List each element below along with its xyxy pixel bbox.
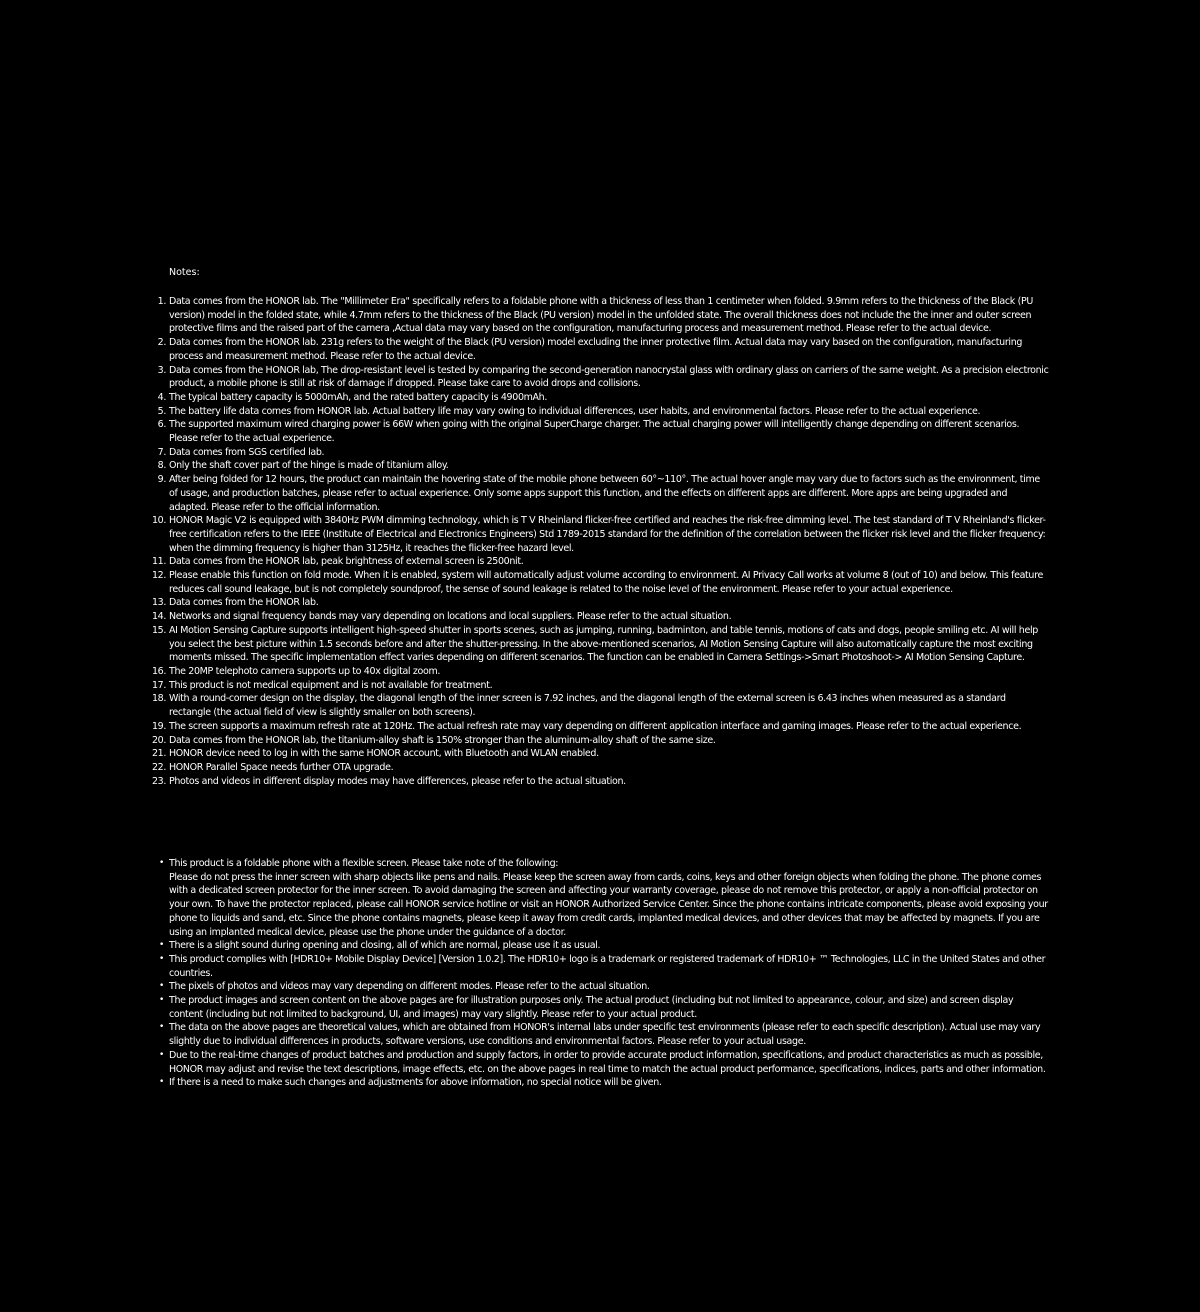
note-item-23: Photos and videos in different display modes may have differences, please refer to the actual situation. <box>169 775 626 787</box>
disclaimer-item: • The product images and screen content on the above pages are for illustration purposes only. The actual product (including but not limited to appearance, colour, and size) and screen display content (including but not limited to background, UI, and images) may vary slightly. Please refer to your actual product. <box>169 994 1049 1021</box>
note-item-6: The supported maximum wired charging power is 66W when going with the original SuperCharge charger. The actual charging power will intelligently change depending on different scenarios. Please refer to the actual experience. <box>169 419 1020 445</box>
note-item-20: Data comes from the HONOR lab, the titanium-alloy shaft is 150% stronger than the aluminum-alloy shaft of the same size. <box>169 734 716 746</box>
note-item-2: Data comes from the HONOR lab. 231g refers to the weight of the Black (PU version) model excluding the inner protective film. Actual data may vary based on the configuration, manufacturing process and measurement method. Please refer to the actual device. <box>169 337 1023 362</box>
note-item-3: Data comes from the HONOR lab, The drop-resistant level is tested by comparing the second-generation nanocrystal glass with ordinary glass on carriers of the same weight. As a precision electronic product, a mobile phone is still at risk of damage if dropped. Please take care to avoid drops and collisions. <box>169 364 1049 390</box>
note-item-1: Data comes from the HONOR lab. The "Millimeter Era" specifically refers to a foldable phone with a thickness of less than 1 centimeter when folded. 9.9mm refers to the thickness of the Black (PU version) model in the folded state, while 4.7mm refers to the thickness of the Black (PU version) model in the unfolded state. The overall thickness does not include the the inner and outer screen protective films and the raised part of the camera ,Actual data may vary based on the configuration, manufacturing process and measurement method. Please refer to the actual device. <box>169 296 1033 335</box>
note-item-5: The battery life data comes from HONOR lab. Actual battery life may vary owing to individual differences, user habits, and environmental factors. Please refer to the actual experience. <box>169 405 981 417</box>
note-item-7: Data comes from SGS certified lab. <box>169 446 325 458</box>
note-item-18: With a round-corner design on the display, the diagonal length of the inner screen is 7.92 inches, and the diagonal length of the external screen is 6.43 inches when measured as a standard rectangle (the actual field of view is slightly smaller on both screens). <box>169 693 1006 719</box>
note-item-17: This product is not medical equipment and is not available for treatment. <box>169 679 493 691</box>
disclaimer-item: • There is a slight sound during opening and closing, all of which are normal, please use it as usual. <box>169 939 1049 953</box>
note-item-13: Data comes from the HONOR lab. <box>169 597 319 609</box>
disclaimer-item: • The data on the above pages are theoretical values, which are obtained from HONOR's internal labs under specific test environments (please refer to each specific description). Actual use may vary slightly due to individual differences in products, software versions, use conditions and environmental factors. Please refer to your actual usage. <box>169 1021 1049 1048</box>
note-item-19: The screen supports a maximum refresh rate at 120Hz. The actual refresh rate may vary depending on different application interface and gaming images. Please refer to the actual experience. <box>169 720 1022 732</box>
notes-list <box>169 295 1049 788</box>
foldable-intro: • This product is a foldable phone with a flexible screen. Please take note of the following: <box>169 858 559 869</box>
disclaimer-item: • If there is a need to make such changes and adjustments for above information, no special notice will be given. <box>169 1076 1049 1090</box>
notes-heading: Notes: <box>169 267 200 278</box>
note-item-12: Please enable this function on fold mode. When it is enabled, system will automatically adjust volume according to environment. AI Privacy Call works at volume 8 (out of 10) and below. This feature reduces call sound leakage, but is not completely soundproof, the sense of sound leakage is related to the noise level of the environment. Please refer to your actual experience. <box>169 570 1043 595</box>
disclaimer-section <box>169 857 1049 1090</box>
note-item-22: HONOR Parallel Space needs further OTA upgrade. <box>169 761 394 773</box>
note-item-4: The typical battery capacity is 5000mAh, and the rated battery capacity is 4900mAh. <box>169 391 548 403</box>
note-item-9: After being folded for 12 hours, the product can maintain the hovering state of the mobile phone between 60°~110°. The actual hover angle may vary due to factors such as the environment, time of usage, and production batches, please refer to actual experience. Only some apps support this function, and the effects on different apps are different. More apps are being upgraded and adapted. Please refer to the official information. <box>169 474 1040 513</box>
disclaimer-item-foldable <box>169 857 1049 939</box>
note-item-8: Only the shaft cover part of the hinge is made of titanium alloy. <box>169 460 449 472</box>
note-item-10: HONOR Magic V2 is equipped with 3840Hz PWM dimming technology, which is T V Rheinland flicker-free certified and reaches the risk-free dimming level. The test standard of T V Rheinland's flicker-free certification refers to the IEEE (Institute of Electrical and Electronics Engineers) Std 1789-2015 standard for the definition of the correlation between the flicker risk level and the flicker frequency: when the dimming frequency is higher than 3125Hz, it reaches the flicker-free hazard level. <box>169 515 1046 554</box>
disclaimer-item: • The pixels of photos and videos may vary depending on different modes. Please refer to the actual situation. <box>169 980 1049 994</box>
disclaimer-item: • This product complies with [HDR10+ Mobile Display Device] [Version 1.0.2]. The HDR10+ logo is a trademark or registered trademark of HDR10+ ™ Technologies, LLC in the United States and other countries. <box>169 953 1049 980</box>
note-item-15: AI Motion Sensing Capture supports intelligent high-speed shutter in sports scenes, such as jumping, running, badminton, and table tennis, motions of cats and dogs, people smiling etc. AI will help you select the best picture within 1.5 seconds before and after the shutter-pressing. In the above-mentioned scenarios, AI Motion Sensing Capture will also automatically capture the most exciting moments missed. The specific implementation effect varies depending on different scenarios. The function can be enabled in Camera Settings->Smart Photoshoot-> AI Motion Sensing Capture. <box>169 624 1038 664</box>
note-item-14: Networks and signal frequency bands may vary depending on locations and local suppliers. Please refer to the actual situation. <box>169 611 732 623</box>
notes-section <box>169 266 1049 788</box>
note-item-11: Data comes from the HONOR lab, peak brightness of external screen is 2500nit. <box>169 556 524 568</box>
foldable-body: Please do not press the inner screen with sharp objects like pens and nails. Please keep the screen away from cards, coins, keys and other foreign objects when folding the phone. The phone comes with a dedicated screen protector for the inner screen. To avoid damaging the screen and affecting your warranty coverage, please do not remove this protector, or apply a non-official protector on your own. To have the protector replaced, please call HONOR service hotline or visit an HONOR Authorized Service Center. Since the phone contains intricate components, please avoid exposing your phone to liquids and sand, etc. Since the phone contains magnets, please keep it away from credit cards, implanted medical devices, and other devices that may be affected by magnets. If you are using an implanted medical device, please use the phone under the guidance of a doctor. <box>169 871 1048 938</box>
note-item-16: The 20MP telephoto camera supports up to 40x digital zoom. <box>169 665 441 677</box>
disclaimer-item: • Due to the real-time changes of product batches and production and supply factors, in order to provide accurate product information, specifications, and product characteristics as much as possible, HONOR may adjust and revise the text descriptions, image effects, etc. on the above pages in real time to match the actual product performance, specifications, indices, parts and other information. <box>169 1049 1049 1076</box>
disclaimer-list <box>169 857 1049 1090</box>
note-item-21: HONOR device need to log in with the same HONOR account, with Bluetooth and WLAN enabled. <box>169 748 599 760</box>
